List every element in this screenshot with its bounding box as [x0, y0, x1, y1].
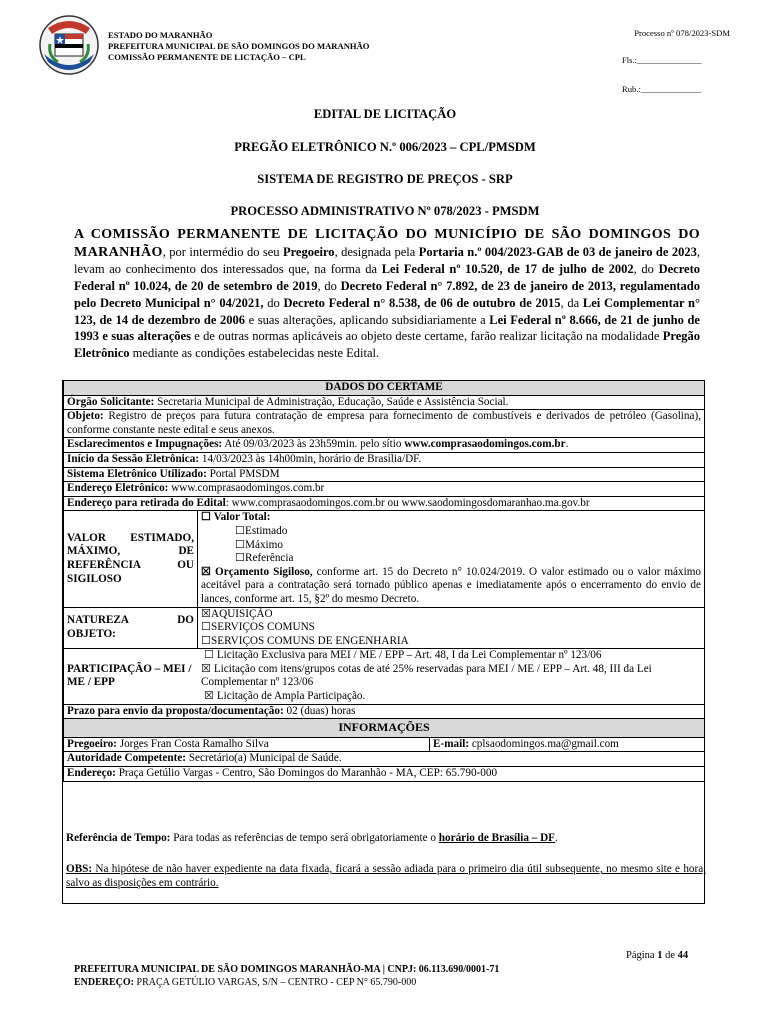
- participacao-row: [64, 649, 705, 704]
- header-block: [108, 30, 369, 63]
- intro-bold: Pregão Eletrônico: [74, 329, 700, 360]
- escl-end: .: [565, 438, 569, 451]
- intro-text: , do: [633, 262, 659, 277]
- page-current: 1: [657, 950, 663, 961]
- intro-text: do: [263, 295, 284, 310]
- valor-total-checkbox[interactable]: [201, 511, 701, 525]
- inicio-value: 14/03/2023 às 14h00min, horário de Brasília/DF.: [199, 452, 422, 465]
- srp-title: SISTEMA DE REGISTRO DE PREÇOS - SRP: [257, 172, 513, 186]
- escl-value: Até 09/03/2023 às 23h59min. pelo sítio: [222, 438, 405, 451]
- escl-label: Esclarecimentos e Impugnações:: [67, 438, 223, 451]
- endereco-label: Endereço Eletrônico:: [67, 482, 169, 495]
- edital-title: EDITAL DE LICITAÇÃO: [313, 107, 457, 121]
- processo-title: PROCESSO ADMINISTRATIVO Nº 078/2023 - PMSDM: [230, 204, 540, 218]
- autoridade-row: [64, 752, 705, 767]
- intro-bold: Portaria n.º 004/2023-GAB de 03 de janeiro de 2023: [418, 244, 697, 259]
- objeto-value: Registro de preços para futura contratação de empresa para fornecimento de combustíveis e derivados de petróleo (Gasolina), conforme constante neste edital e seus anexos.: [67, 410, 701, 436]
- intro-bold: Lei Federal nº 10.520, de 17 de julho de 2002: [381, 262, 634, 277]
- retirada-row: [64, 496, 705, 511]
- prazo-row: [64, 704, 705, 719]
- ref-value: Para todas as referências de tempo será obrigatoriamente o: [170, 832, 439, 844]
- header-commission: COMISSÃO PERMANENTE DE LICTAÇÃO – CPL: [108, 52, 306, 62]
- orcamento-sigiloso-checkbox[interactable]: [201, 566, 701, 607]
- referencia-checkbox[interactable]: ☐Referência: [235, 552, 294, 565]
- footer-address-value: PRAÇA GETÚLIO VARGAS, S/N – CENTRO - CEP N° 65.790-000: [134, 977, 417, 988]
- obs-note: [66, 862, 706, 890]
- dados-heading: DADOS DO CERTAME: [64, 381, 705, 396]
- email-link[interactable]: cplsaodomingos.ma@gmail.com: [469, 737, 619, 750]
- intro-text: , por intermédio do seu: [162, 244, 283, 259]
- ref-end: .: [555, 832, 558, 844]
- ref-emph: horário de Brasília – DF: [438, 832, 556, 844]
- engenharia-checkbox[interactable]: ☐SERVIÇOS COMUNS DE ENGENHARIA: [201, 634, 409, 647]
- servicos-checkbox[interactable]: ☐SERVIÇOS COMUNS: [201, 621, 315, 634]
- ref-label: Referência de Tempo:: [66, 832, 171, 844]
- pregoeiro-row: [64, 737, 705, 752]
- obs-label: OBS:: [66, 863, 93, 875]
- pregao-title: PREGÃO ELETRÔNICO N.º 006/2023 – CPL/PMSDM: [234, 140, 536, 154]
- rub-field: Rub.:______________: [622, 84, 702, 94]
- part-exclusiva-checkbox[interactable]: ☐ Licitação Exclusiva para MEI / ME / EPP – Art. 48, I da Lei Complementar nº 123/06: [204, 649, 602, 662]
- intro-bold: Decreto Federal n° 7.892, de 23 de janeiro de 2013, regulamentado pelo Decreto Municipal n° 04/2021,: [74, 279, 701, 310]
- orgao-value: Secretaria Municipal de Administração, Educação, Saúde e Assistência Social.: [154, 395, 509, 408]
- inicio-label: Início da Sessão Eletrônica:: [67, 452, 200, 465]
- dados-table: [63, 380, 705, 782]
- intro-text: mediante as condições estabelecidas neste Edital.: [129, 345, 380, 360]
- sistema-label: Sistema Eletrônico Utilizado:: [67, 467, 207, 480]
- process-number: Processo nº 078/2023-SDM: [634, 28, 730, 38]
- page-prefix: Página: [626, 950, 658, 961]
- participacao-label: PARTICIPAÇÃO – MEI / ME / EPP: [67, 662, 192, 689]
- maximo-checkbox[interactable]: ☐Máximo: [235, 538, 283, 551]
- part-cotas-row: [64, 663, 704, 690]
- email-label: E-mail:: [433, 737, 470, 750]
- footer-line2: [74, 976, 499, 989]
- retirada-value[interactable]: : www.comprasaodomingos.com.br ou www.saodomingosdomaranhao.ma.gov.br: [225, 496, 590, 509]
- intro-text: , do: [317, 279, 341, 294]
- prazo-value: 02 (duas) horas: [283, 704, 356, 717]
- fls-field: Fls.:_______________: [622, 55, 702, 65]
- pregoeiro-cell: [64, 738, 430, 752]
- intro-commission: A COMISSÃO PERMANENTE DE LICITAÇÃO DO MUNICÍPIO DE SÃO DOMINGOS DO MARANHÃO: [74, 227, 700, 260]
- page-total: 44: [677, 950, 689, 961]
- aquisicao-checkbox[interactable]: ☒AQUISIÇÃO: [201, 607, 273, 620]
- orcamento-value: conforme art. 15 do Decreto n° 10.024/2019. O valor estimado ou o valor máximo aceitável para a contratação será tornado público apenas e imediatamente após o encerramento do envio de lances, conforme art. 15, §2º do mesmo Decreto.: [201, 565, 702, 605]
- header-prefecture: PREFEITURA MUNICIPAL DE SÃO DOMINGOS DO MARANHÃO: [108, 41, 370, 51]
- valor-options: [198, 511, 705, 607]
- natureza-label: NATUREZA DO OBJETO:: [64, 607, 198, 649]
- intro-bold: Pregoeiro: [282, 244, 335, 259]
- intro-text: e suas alterações, aplicando subsidiariamente a: [245, 312, 490, 327]
- sistema-value: Portal PMSDM: [206, 467, 280, 480]
- intro-text: , designada pela: [334, 244, 419, 259]
- endereco-link[interactable]: www.comprasaodomingos.com.br: [168, 482, 325, 495]
- intro-bold: Decreto Federal n° 8.538, de 06 de outubro de 2015: [283, 295, 561, 310]
- header-state: ESTADO DO MARANHÃO: [108, 30, 213, 40]
- referencia-tempo: [66, 832, 558, 844]
- part-ampla-checkbox[interactable]: ☒ Licitação de Ampla Participação.: [204, 690, 366, 703]
- pregoeiro-label: Pregoeiro:: [67, 737, 117, 750]
- endereco-eletronico-row: [64, 482, 705, 497]
- objeto-row: [64, 410, 705, 438]
- municipal-seal-logo: [38, 14, 100, 76]
- endereco-fisico-value: Praça Getúlio Vargas - Centro, São Domingos do Maranhão - MA, CEP: 65.790-000: [115, 767, 498, 780]
- intro-bold: Decreto Federal nº 10.024, de 20 de setembro de 2019: [74, 262, 700, 294]
- page-footer: [74, 963, 499, 989]
- intro-text: , levam ao conhecimento dos interessados que, na forma da: [74, 244, 700, 277]
- intro-text: , da: [560, 295, 583, 310]
- sistema-row: [64, 467, 705, 482]
- obs-value: Na hipótese de não haver expediente na data fixada, ficará a sessão adiada para o primeiro dia útil subsequente, no mesmo site e hora, salvo as disposições em contrário.: [66, 863, 706, 889]
- inicio-row: [64, 452, 705, 467]
- intro-bold: Lei Federal nº 8.666, de 21 de junho de 1993 e suas alterações: [74, 312, 700, 344]
- autoridade-value: Secretário(a) Municipal de Saúde.: [186, 752, 342, 765]
- valor-label: VALOR ESTIMADO, MÁXIMO, DE REFERÊNCIA OU SIGILOSO: [64, 511, 198, 607]
- autoridade-label: Autoridade Competente:: [67, 752, 187, 765]
- esclarecimentos-row: [64, 438, 705, 453]
- natureza-options: [198, 607, 705, 649]
- footer-address-label: ENDEREÇO:: [74, 977, 135, 988]
- page-number: [626, 950, 688, 961]
- orcamento-label: ☒ Orçamento Sigiloso,: [201, 565, 313, 578]
- page-mid: de: [662, 950, 678, 961]
- prazo-label: Prazo para envio da proposta/documentação:: [67, 704, 284, 717]
- footer-line1: PREFEITURA MUNICIPAL DE SÃO DOMINGOS MARANHÃO-MA | CNPJ: 06.113.690/0001-71: [74, 964, 500, 975]
- objeto-label: Objeto:: [67, 410, 104, 423]
- orgao-label: Órgão Solicitante:: [67, 395, 155, 408]
- retirada-label: Endereço para retirada do Edital: [67, 496, 226, 509]
- intro-text: e de outras normas aplicáveis ao objeto deste certame, farão realizar licitação na modalidade: [190, 329, 663, 344]
- orgao-row: [64, 395, 705, 410]
- email-cell: [430, 738, 704, 752]
- estimado-checkbox[interactable]: ☐Estimado: [235, 524, 288, 537]
- endereco-row: [64, 767, 705, 782]
- info-heading: INFORMAÇÕES: [64, 719, 705, 738]
- intro-bold: Lei Complementar n° 123, de 14 de dezembro de 2006: [74, 295, 701, 327]
- pregoeiro-value: Jorges Fran Costa Ramalho Silva: [116, 737, 269, 750]
- valor-total-label: ☐ Valor Total:: [201, 511, 271, 524]
- escl-site-link[interactable]: www.comprasaodomingos.com.br: [404, 438, 566, 451]
- part-cotas-checkbox[interactable]: ☒ Licitação com itens/grupos cotas de até 25% reservadas para MEI / ME / EPP – Art. 48, III da Lei Complementar nº 123/06: [201, 662, 652, 689]
- endereco-fisico-label: Endereço:: [67, 767, 116, 780]
- intro-paragraph: [74, 226, 700, 362]
